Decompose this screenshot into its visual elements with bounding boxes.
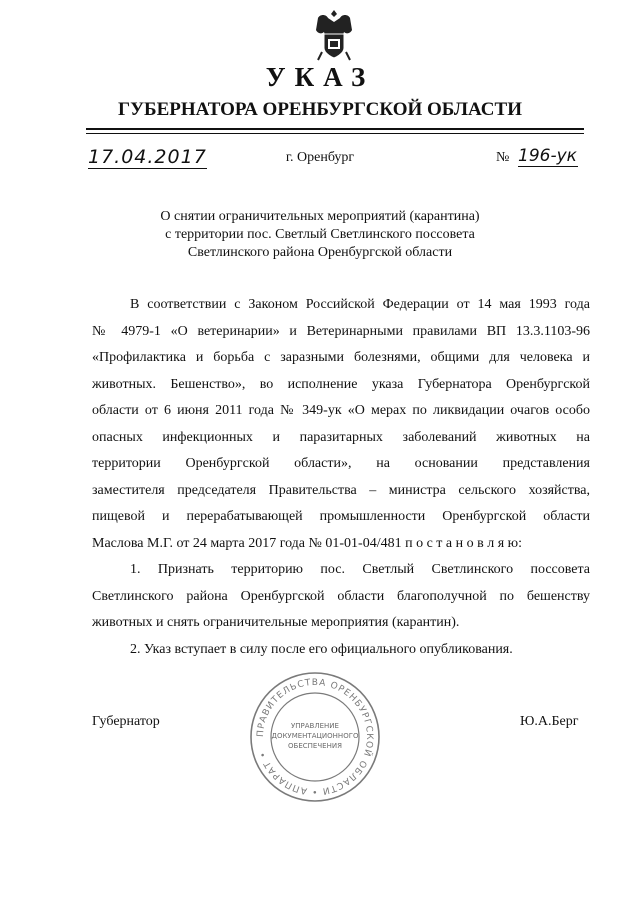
document-number: 196-ук	[518, 146, 577, 166]
preamble-line: области от 6 июня 2011 года № 349-ук «О мерах по ликвидации очагов особо	[92, 403, 590, 418]
coat-of-arms-emblem	[312, 8, 356, 62]
heading-line: О снятии ограничительных мероприятий (карантина)	[160, 209, 480, 224]
document-body	[92, 292, 590, 663]
heading-line: с территории пос. Светлый Светлинского поссовета	[165, 227, 475, 242]
item-1-line: 1. Признать территорию пос. Светлый Светлинского поссовета	[130, 562, 590, 577]
item-2-line: 2. Указ вступает в силу после его официального опубликования.	[130, 641, 513, 657]
preamble-line: животных. Бешенство», во исполнение указа Губернатора Оренбургской	[92, 376, 590, 392]
preamble-line: В соответствии с Законом Российской Федерации от 14 мая 1993 года	[130, 297, 590, 312]
official-stamp	[248, 670, 382, 804]
stamp-center-line: УПРАВЛЕНИЕ	[291, 722, 339, 730]
document-subtitle: ГУБЕРНАТОРА ОРЕНБУРГСКОЙ ОБЛАСТИ	[118, 99, 522, 120]
signer-name: Ю.А.Берг	[520, 714, 579, 729]
document-date: 17.04.2017	[88, 146, 207, 168]
preamble-line: территории Оренбургской области», на основании представления	[92, 456, 590, 471]
header-rule-thick	[86, 128, 584, 130]
document-title: УКАЗ	[265, 62, 375, 92]
document-city: г. Оренбург	[285, 150, 355, 165]
preamble-line: «Профилактика и борьба с заразными болезнями, общими для человека и	[92, 350, 590, 365]
preamble-line: опасных инфекционных и паразитарных заболеваний животных на	[92, 429, 590, 445]
preamble-line: № 4979-1 «О ветеринарии» и Ветеринарными правилами ВП 13.3.1103-96	[92, 323, 590, 339]
preamble-line: пищевой и перерабатывающей промышленности Оренбургской области	[92, 509, 590, 524]
number-sign: №	[496, 150, 510, 165]
header-rule-thin	[86, 133, 584, 134]
stamp-ring-text: ПРАВИТЕЛЬСТВА ОРЕНБУРГСКОЙ ОБЛАСТИ • АППАРАТ •	[255, 677, 375, 797]
stamp-center-line: ОБЕСПЕЧЕНИЯ	[288, 742, 342, 750]
preamble-line: заместителя председателя Правительства – министра сельского хозяйства,	[92, 482, 590, 498]
signer-position: Губернатор	[92, 714, 160, 729]
item-1-line: животных и снять ограничительные мероприятия (карантин).	[92, 615, 460, 630]
preamble-line: Маслова М.Г. от 24 марта 2017 года № 01-01-04/481 п о с т а н о в л я ю:	[92, 535, 523, 551]
heading-line: Светлинского района Оренбургской области	[187, 245, 453, 260]
item-1-line: Светлинского района Оренбургской области благополучной по бешенству	[92, 588, 590, 604]
stamp-center-line: ДОКУМЕНТАЦИОННОГО	[271, 732, 359, 740]
